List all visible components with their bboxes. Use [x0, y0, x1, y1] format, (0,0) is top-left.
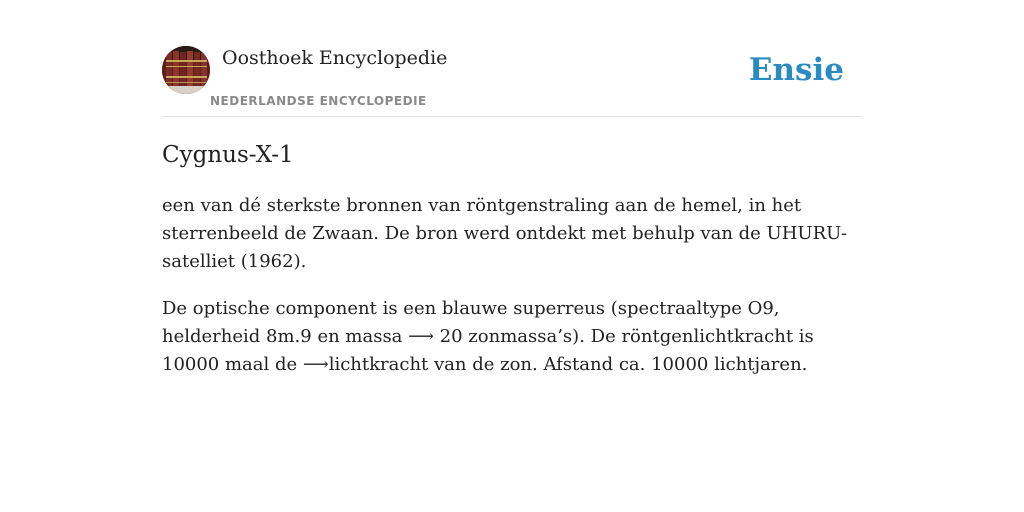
entry-paragraph: De optische component is een blauwe superreus (spectraaltype O9, helderheid 8m.9 en massa ⟶ 20 zonmassa’s). De röntgenlichtkracht is 10000 maal de ⟶lichtkracht van de zon. Afstand ca. 10000 lichtjaren.	[162, 298, 814, 375]
encyclopedia-books-icon[interactable]	[162, 46, 210, 94]
source-subtitle: NEDERLANDSE ENCYCLOPEDIE	[210, 94, 427, 108]
entry-body	[162, 192, 852, 398]
ensie-logo-link[interactable]: Ensie	[748, 52, 844, 88]
source-title[interactable]: Oosthoek Encyclopedie	[222, 47, 448, 69]
source-header	[162, 46, 862, 117]
entry-paragraph: een van dé sterkste bronnen van röntgenstraling aan de hemel, in het sterrenbeeld de Zwaan. De bron werd ontdekt met behulp van de UHURU-satelliet (1962).	[162, 195, 848, 272]
entry-title: Cygnus-X-1	[162, 142, 294, 168]
